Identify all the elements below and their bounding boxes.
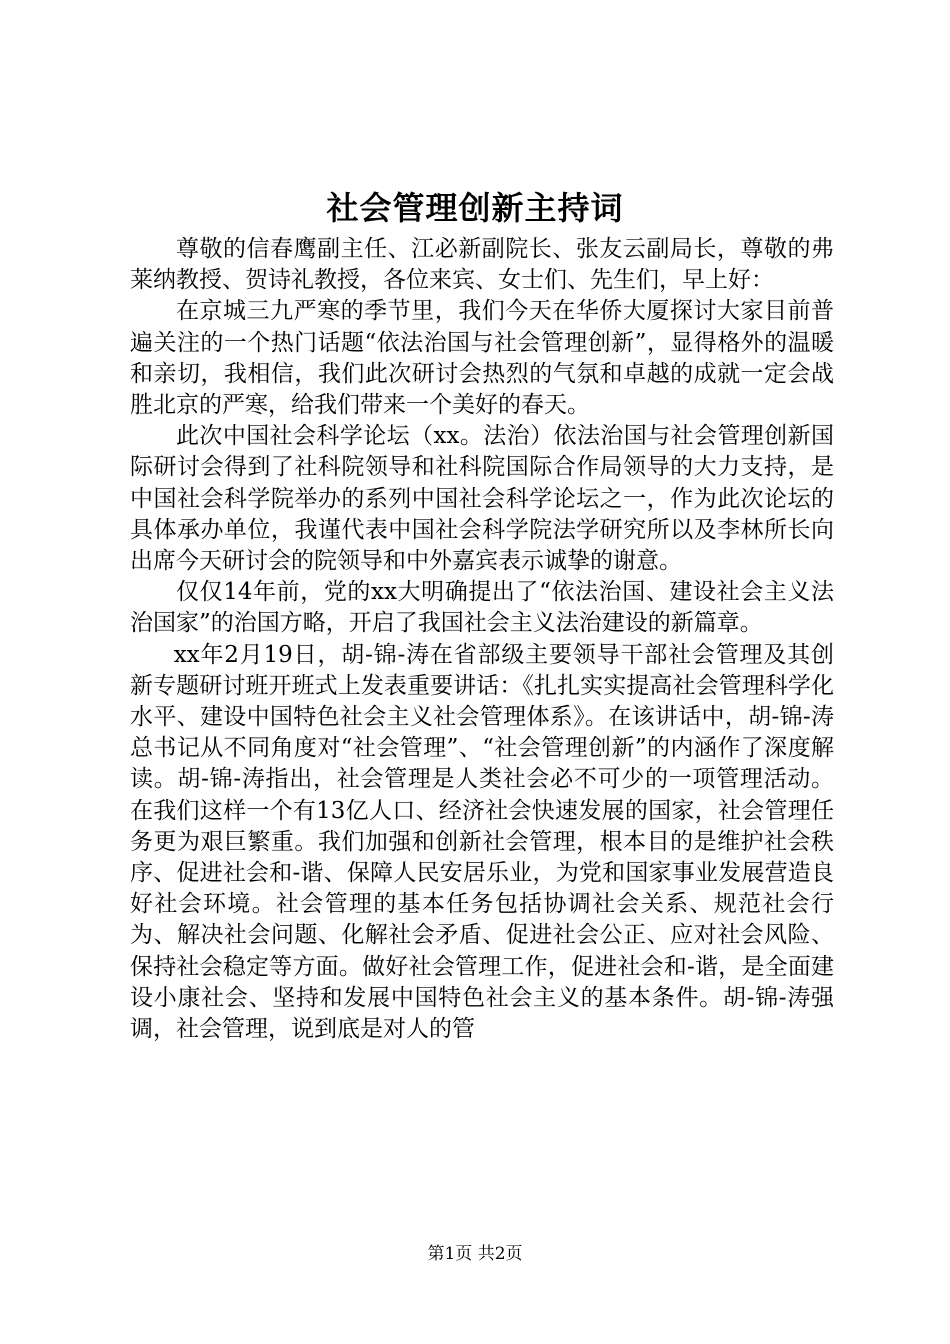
document-title: 社会管理创新主持词 bbox=[326, 189, 624, 227]
paragraph-history: 仅仅14年前，党的xx大明确提出了“依法治国、建设社会主义法治国家”的治国方略，开启了我国社会主义法治建设的新篇章。 bbox=[130, 579, 834, 637]
paragraph-greeting: 尊敬的信春鹰副主任、江必新副院长、张友云副局长，尊敬的弗莱纳教授、贺诗礼教授，各位来宾、女士们、先生们，早上好： bbox=[130, 236, 834, 294]
paragraph-forum: 此次中国社会科学论坛（xx。法治）依法治国与社会管理创新国际研讨会得到了社科院领导和社科院国际合作局领导的大力支持，是中国社会科学院举办的系列中国社会科学论坛之一，作为此次论坛的具体承办单位，我谨代表中国社会科学院法学研究所以及李林所长向出席今天研讨会的院领导和中外嘉宾表示诚挚的谢意。 bbox=[130, 423, 834, 575]
document-body bbox=[130, 234, 834, 1045]
paragraph-speech: xx年2月19日，胡-锦-涛在省部级主要领导干部社会管理及其创新专题研讨班开班式上发表重要讲话：《扎扎实实提高社会管理科学化水平、建设中国特色社会主义社会管理体系》。在该讲话中，胡-锦-涛总书记从不同角度对“社会管理”、“社会管理创新”的内涵作了深度解读。胡-锦-涛指出，社会管理是人类社会必不可少的一项管理活动。在我们这样一个有13亿人口、经济社会快速发展的国家，社会管理任务更为艰巨繁重。我们加强和创新社会管理，根本目的是维护社会秩序、促进社会和-谐、保障人民安居乐业，为党和国家事业发展营造良好社会环境。社会管理的基本任务包括协调社会关系、规范社会行为、解决社会问题、化解社会矛盾、促进社会公正、应对社会风险、保持社会稳定等方面。做好社会管理工作，促进社会和-谐，是全面建设小康社会、坚持和发展中国特色社会主义的基本条件。胡-锦-涛强调，社会管理，说到底是对人的管 bbox=[130, 641, 834, 1043]
paragraph-opening: 在京城三九严寒的季节里，我们今天在华侨大厦探讨大家目前普遍关注的一个热门话题“依法治国与社会管理创新”，显得格外的温暖和亲切，我相信，我们此次研讨会热烈的气氛和卓越的成就一定会战胜北京的严寒，给我们带来一个美好的春天。 bbox=[130, 298, 834, 419]
page-number: 第1页 共2页 bbox=[427, 1244, 523, 1264]
